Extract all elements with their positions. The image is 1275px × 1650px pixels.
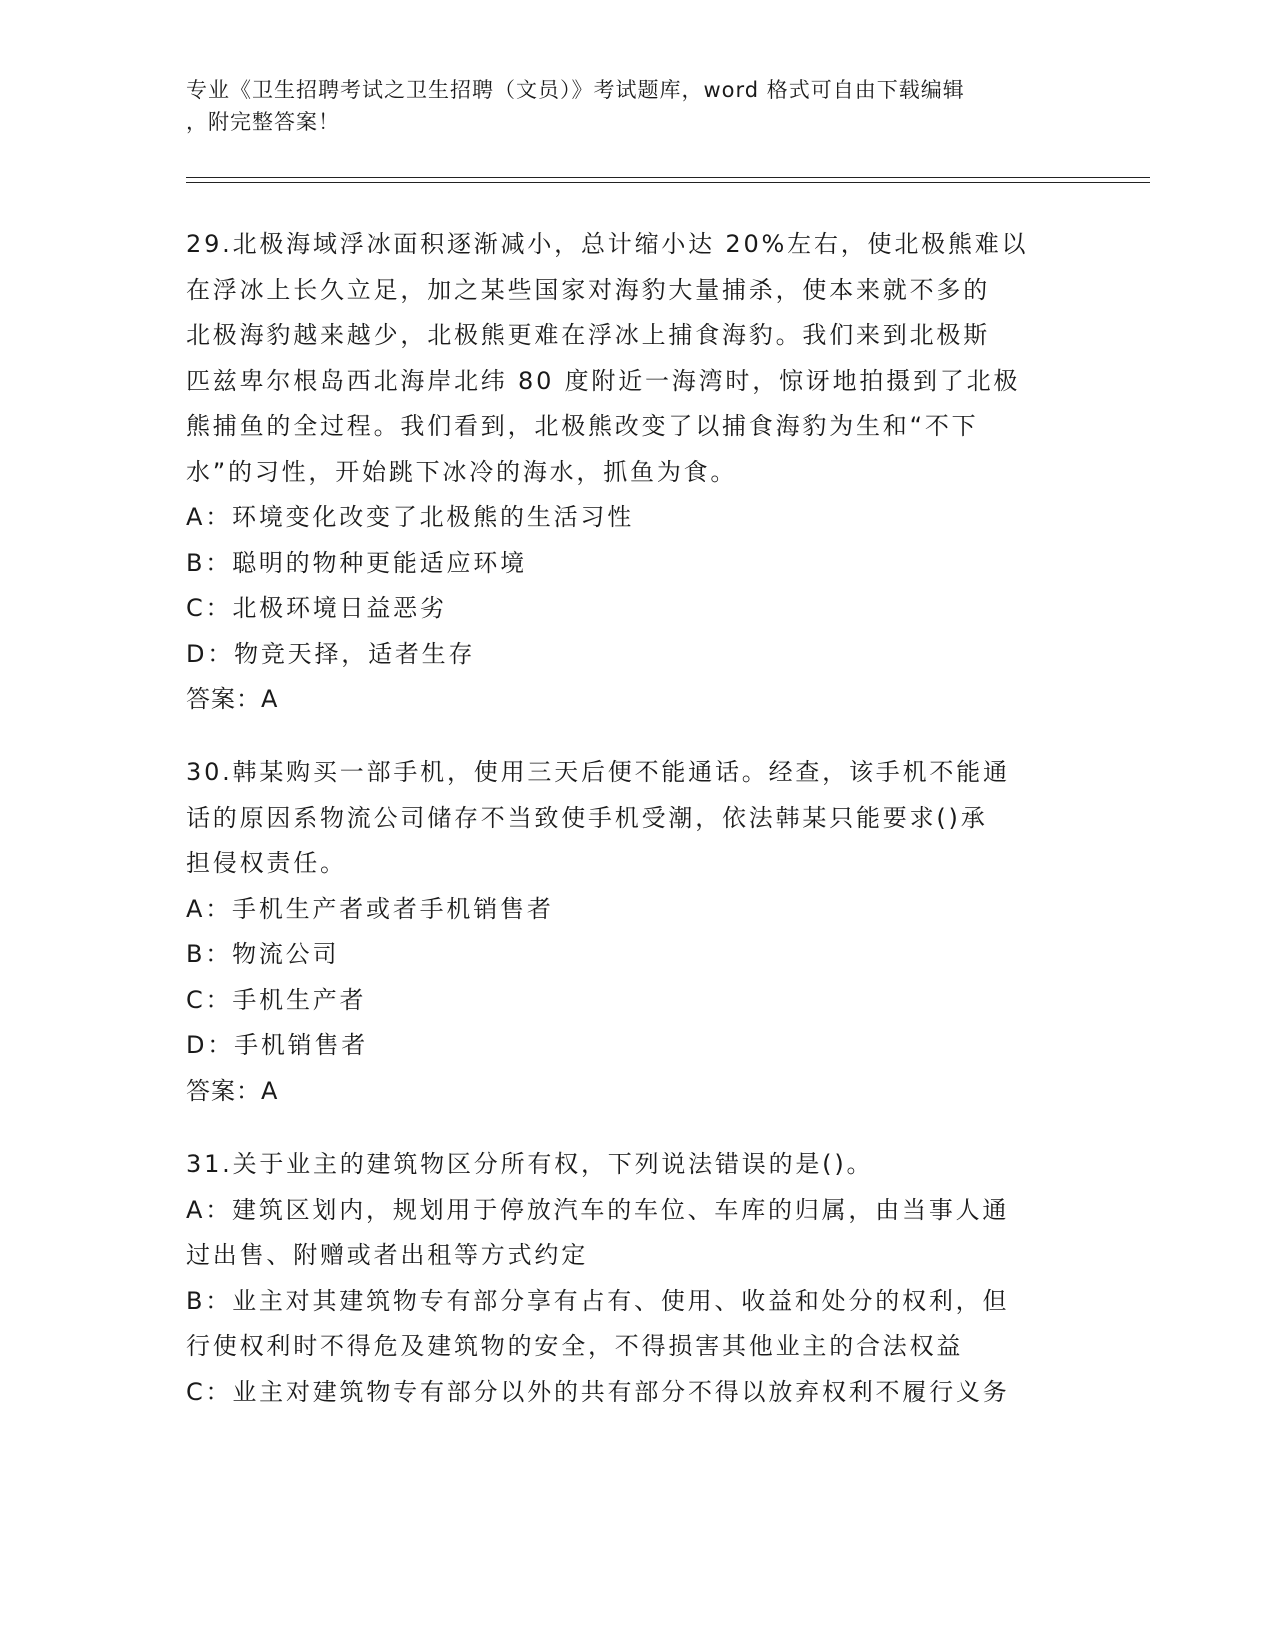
question-stem-line: 在浮冰上长久立足，加之某些国家对海豹大量捕杀，使本来就不多的 — [186, 275, 990, 304]
option-b-continued: 行使权利时不得危及建筑物的安全，不得损害其他业主的合法权益 — [186, 1332, 964, 1360]
answer-label: 答案：A — [186, 1076, 279, 1105]
option-a: A：环境变化改变了北极熊的生活习性 — [186, 503, 635, 531]
question-30 — [186, 750, 1066, 1114]
option-b: B：物流公司 — [186, 940, 340, 968]
header-line-1: 专业《卫生招聘考试之卫生招聘（文员）》考试题库，word 格式可自由下载编辑 — [186, 78, 965, 102]
question-31 — [186, 1142, 1066, 1415]
question-stem-line: 熊捕鱼的全过程。我们看到，北极熊改变了以捕食海豹为生和“不下 — [186, 412, 979, 440]
answer-label: 答案：A — [186, 685, 279, 713]
question-29 — [186, 222, 1066, 723]
header-divider-top — [186, 177, 1150, 178]
option-c: C：北极环境日益恶劣 — [186, 594, 447, 622]
question-stem-line: 29.北极海域浮冰面积逐渐减小，总计缩小达 20%左右，使北极熊难以 — [186, 230, 1029, 258]
header-line-2: ，附完整答案！ — [186, 110, 340, 134]
document-header — [186, 74, 1066, 138]
option-c: C：业主对建筑物专有部分以外的共有部分不得以放弃权利不履行义务 — [186, 1377, 1010, 1406]
option-b: B：聪明的物种更能适应环境 — [186, 548, 527, 577]
question-stem-line: 话的原因系物流公司储存不当致使手机受潮，依法韩某只能要求()承 — [186, 803, 988, 832]
option-a: A：手机生产者或者手机销售者 — [186, 894, 554, 923]
option-b: B：业主对其建筑物专有部分享有占有、使用、收益和处分的权利，但 — [186, 1286, 1010, 1315]
header-divider-bottom — [186, 182, 1150, 183]
option-d: D：手机销售者 — [186, 1031, 369, 1059]
question-stem-line: 北极海豹越来越少，北极熊更难在浮冰上捕食海豹。我们来到北极斯 — [186, 321, 990, 349]
option-d: D：物竞天择，适者生存 — [186, 639, 476, 668]
option-a-continued: 过出售、附赠或者出租等方式约定 — [186, 1241, 588, 1269]
option-a: A：建筑区划内，规划用于停放汽车的车位、车库的归属，由当事人通 — [186, 1195, 1010, 1224]
question-stem-line: 水”的习性，开始跳下冰冷的海水，抓鱼为食。 — [186, 457, 738, 486]
question-stem-line: 担侵权责任。 — [186, 849, 347, 877]
question-stem-line: 31.关于业主的建筑物区分所有权，下列说法错误的是()。 — [186, 1150, 874, 1178]
question-stem-line: 匹兹卑尔根岛西北海岸北纬 80 度附近一海湾时，惊讶地拍摄到了北极 — [186, 366, 1021, 395]
question-stem-line: 30.韩某购买一部手机，使用三天后便不能通话。经查，该手机不能通 — [186, 758, 1010, 786]
option-c: C：手机生产者 — [186, 985, 367, 1014]
